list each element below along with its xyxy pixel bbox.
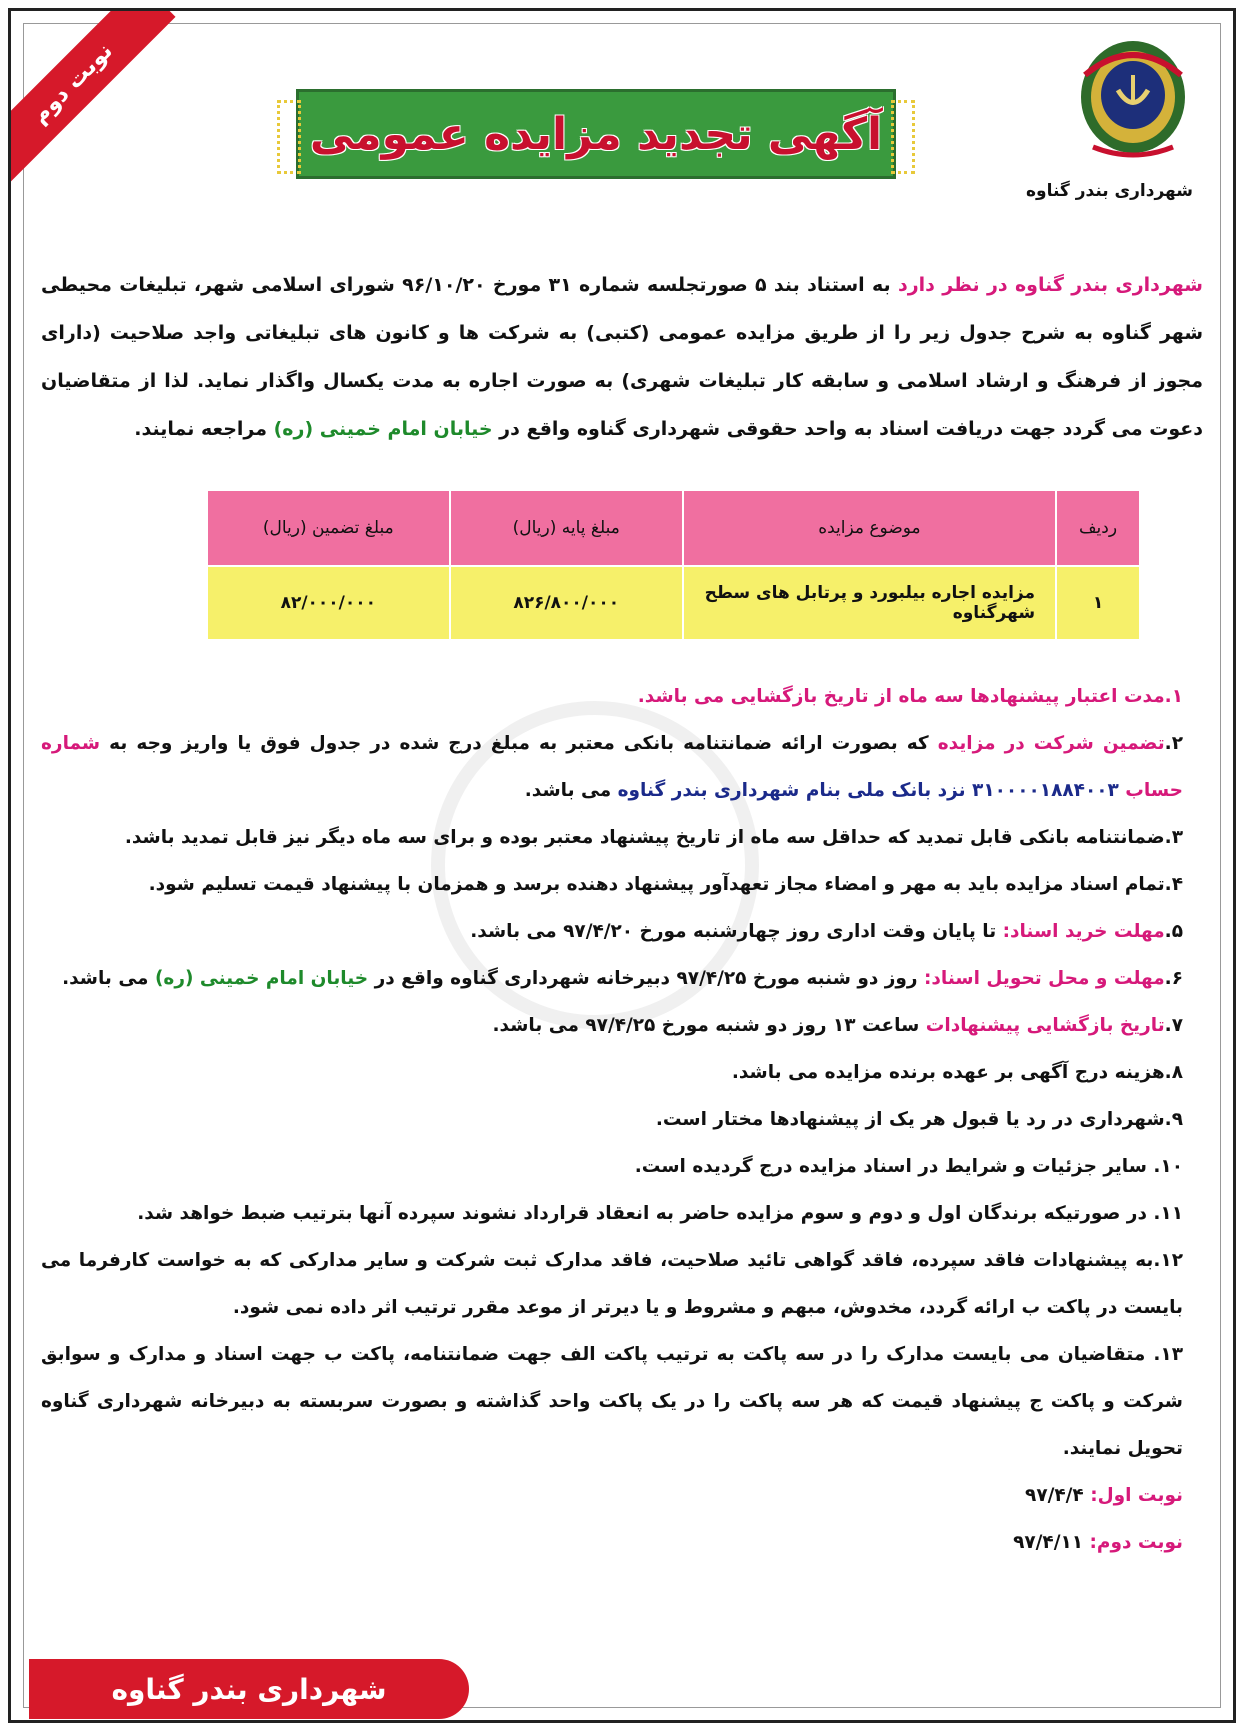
cell-guarantee: ۸۲/۰۰۰/۰۰۰ [207, 566, 450, 640]
condition-5-number: ۵. [1164, 921, 1183, 942]
auction-table-wrap [206, 489, 1141, 641]
condition-5 [41, 908, 1203, 955]
footer-band [29, 1659, 469, 1719]
intro-paragraph [41, 261, 1203, 453]
page-title: آگهی تجدید مزایده عمومی [309, 108, 883, 160]
condition-4: ۴.تمام اسناد مزایده باید به مهر و امضاء مجاز تعهدآور پیشنهاد دهنده برسد و همزمان با پیشنهاد قیمت تسلیم شود. [148, 874, 1183, 895]
condition-6-end: می باشد. [62, 968, 155, 989]
condition-6-number: ۶. [1164, 968, 1183, 989]
second-publication [41, 1519, 1203, 1566]
corner-ribbon: نوبت دوم [11, 11, 176, 187]
condition-2-body: که بصورت ارائه ضمانتنامه بانکی معتبر به مبلغ درج شده در جدول فوق یا واریز وجه به [100, 733, 938, 754]
header-subject: موضوع مزایده [683, 490, 1056, 566]
condition-7-highlight: تاریخ بازگشایی پیشنهادات [925, 1015, 1165, 1036]
condition-10: ۱۰. سایر جزئیات و شرایط در اسناد مزایده درج گردیده است. [634, 1156, 1183, 1177]
condition-1: ۱.مدت اعتبار پیشنهادها سه ماه از تاریخ بازگشایی می باشد. [637, 686, 1183, 707]
first-publication-date: ۹۷/۴/۴ [1025, 1485, 1091, 1506]
footer-org-name: شهرداری بندر گناوه [111, 1672, 387, 1706]
condition-2-number: ۲. [1164, 733, 1183, 754]
condition-5-highlight: مهلت خرید اسناد: [1002, 921, 1165, 942]
condition-11: ۱۱. در صورتیکه برندگان اول و دوم و سوم مزایده حاضر به انعقاد قرارداد نشوند سپرده آنها بترتیب ضبط خواهد شد. [137, 1203, 1183, 1224]
condition-7-body: ساعت ۱۳ روز دو شنبه مورخ ۹۷/۴/۲۵ می باشد. [492, 1015, 926, 1036]
cell-row-number: ۱ [1056, 566, 1140, 640]
first-publication-label: نوبت اول: [1090, 1485, 1183, 1506]
condition-2-account: ۳۱۰۰۰۰۱۸۸۴۰۰۳ نزد بانک ملی بنام شهرداری بندر گناوه [617, 780, 1126, 801]
condition-6-street: خیابان امام خمینی (ره) [154, 968, 369, 989]
intro-street: خیابان امام خمینی (ره) [273, 418, 493, 440]
cell-base-price: ۸۲۶/۸۰۰/۰۰۰ [450, 566, 683, 640]
condition-7-number: ۷. [1164, 1015, 1183, 1036]
header-guarantee: مبلغ تضمین (ریال) [207, 490, 450, 566]
second-publication-label: نوبت دوم: [1089, 1532, 1183, 1553]
corner-ribbon-clip [11, 11, 211, 211]
condition-12: ۱۲.به پیشنهادات فاقد سپرده، فاقد گواهی تائید صلاحیت، فاقد مدارک ثبت شرکت و سایر مدارکی که به خواست کارفرما می بایست در پاکت ب ارائه گردد، مخدوش، مبهم و مشروط و یا دیرتر از موعد مقرر ترتیب اثر داده نمی شود. [41, 1250, 1183, 1318]
advertisement-frame [8, 8, 1236, 1723]
intro-lead: شهرداری بندر گناوه در نظر دارد [897, 274, 1203, 296]
condition-3: ۳.ضمانتنامه بانکی قابل تمدید که حداقل سه ماه از تاریخ پیشنهاد معتبر بوده و برای سه ماه دیگر نیز قابل تمدید باشد. [124, 827, 1183, 848]
condition-13: ۱۳. متقاضیان می بایست مدارک را در سه پاکت به ترتیب پاکت الف جهت ضمانتنامه، پاکت ب جهت اسناد و مدارک و سوابق شرکت و پاکت ج پیشنهاد قیمت که هر سه پاکت را در یک پاکت واحد گذاشته و بصورت سربسته به دبیرخانه شهرداری گناوه تحویل نمایند. [41, 1344, 1183, 1459]
condition-8: ۸.هزینه درج آگهی بر عهده برنده مزایده می باشد. [731, 1062, 1183, 1083]
condition-6 [41, 955, 1203, 1002]
condition-6-highlight: مهلت و محل تحویل اسناد: [924, 968, 1165, 989]
org-name: شهرداری بندر گناوه [1025, 181, 1193, 201]
condition-5-body: تا پایان وقت اداری روز چهارشنبه مورخ ۹۷/۴/۲۰ می باشد. [470, 921, 1003, 942]
condition-2-highlight: تضمین شرکت در مزایده [937, 733, 1165, 754]
table-header-row [207, 490, 1140, 566]
condition-2 [41, 720, 1203, 814]
header-base-price: مبلغ پایه (ریال) [450, 490, 683, 566]
intro-body-2: مراجعه نمایند. [134, 418, 274, 440]
intro-body-1: به استناد بند ۵ صورتجلسه شماره ۳۱ مورخ ۹۶/۱۰/۲۰ شورای اسلامی شهر، تبلیغات محیطی شهر گناوه به شرح جدول زیر را از طریق مزایده عمومی (کتبی) به شرکت ها و کانون های تبلیغاتی واجد صلاحیت (دارای مجوز از فرهنگ و ارشاد اسلامی و سابقه کار تبلیغات شهری) به صورت اجاره به مدت یکسال واگذار نماید. لذا از متقاضیان دعوت می گردد جهت دریافت اسناد به واحد حقوقی شهرداری گناوه واقع در [41, 274, 1203, 440]
header-row-number: ردیف [1056, 490, 1140, 566]
condition-9: ۹.شهرداری در رد یا قبول هر یک از پیشنهادها مختار است. [655, 1109, 1183, 1130]
condition-6-body: روز دو شنبه مورخ ۹۷/۴/۲۵ دبیرخانه شهرداری گناوه واقع در [368, 968, 925, 989]
municipality-logo [1073, 35, 1193, 165]
title-banner [296, 89, 896, 179]
conditions-list [41, 673, 1203, 1566]
table-row [207, 566, 1140, 640]
condition-2-end: می باشد. [524, 780, 618, 801]
cell-subject: مزایده اجاره بیلبورد و پرتابل های سطح شهرگناوه [683, 566, 1056, 640]
condition-2-account-label: شماره حساب [41, 733, 1183, 801]
second-publication-date: ۹۷/۴/۱۱ [1013, 1532, 1090, 1553]
condition-7 [41, 1002, 1203, 1049]
auction-table [206, 489, 1141, 641]
first-publication [41, 1472, 1203, 1519]
